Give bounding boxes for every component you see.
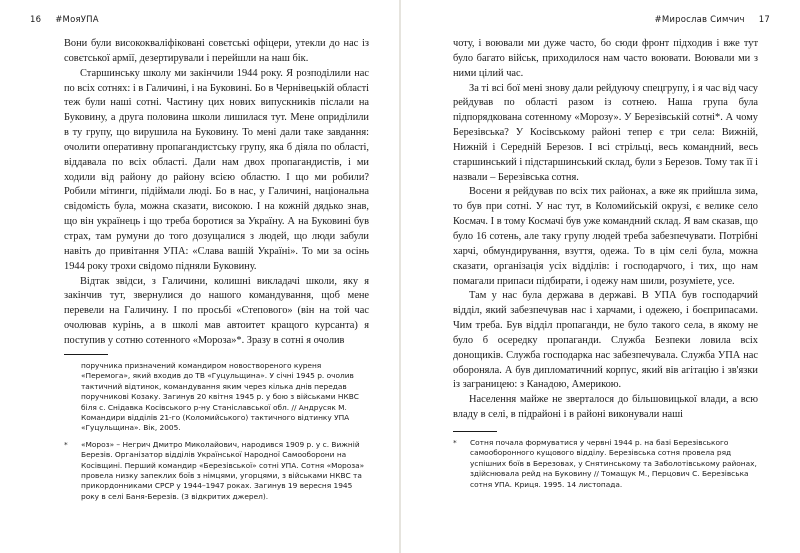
footnote (64, 361, 369, 434)
paragraph: Вони були висококваліфіковані совєтські офіцери, утекли до нас із совєтської армії, дезертирували і перейшли на наш бік. (64, 38, 369, 64)
right-footnotes (453, 438, 758, 496)
running-head-right (655, 15, 770, 25)
paragraph: Відтак звідси, з Галичини, колишні викладачі школи, яку я закінчив тут, звернулися до нашого командування, щоб мене перевели на Галичину. І по просьбі «Степового» (він на той час очолював курінь, а в школі мав автоитет кращого курсанта) я поступив у сотню сотенного «Мороза»*. Зразу в сотні я очолив (64, 275, 369, 346)
running-head-left (30, 15, 99, 25)
right-body-text (453, 37, 758, 423)
paragraph: чоту, і воювали ми дуже часто, бо сюди фронт підходив і вже тут було багато військ, приходилося нам часто воювати. Воювали ми з ними цілий час. (453, 38, 758, 79)
footnote-text: поручника призначений командиром новоствореного куреня «Перемога», який входив до ТВ «Гуцульщина». У січні 1945 р. очолив тактичний відтинок, командування яким через кілька днів передав поручникові Козаку. Загинув 20 квітня 1945 р. у бою з військами НКВС біля с. Снідавка Косівського р-ну Станіславської обл. // Андрусяк М. Командири відділів 21-го (Коломийського) тактичного відтинку УПА «Гуцульщина». Вік, 2005. (81, 361, 359, 433)
paragraph: Там у нас була держава в державі. В УПА був господарчий відділ, який забезпечував нас і харчами, і одежею, і боєприпасами. Чим треба. Був відділ пропаганди, не було такого села, в якому не було б осередку пропаганди. Служба Безпеки ловила всіх донощиків. Служба господарка нас забезпечувала. Служба УПА нас обороняла. А був дипломатичний корпус, який вів агітацію і зв'язки із заграницею: з Канадою, Америкою. (453, 290, 758, 391)
running-head-left-text: #МояУПА (55, 15, 99, 25)
left-body-text (64, 37, 369, 349)
left-footnotes (64, 361, 369, 508)
paragraph: Восени я рейдував по всіх тих районах, а вже як прийшла зима, то був при сотні. У нас тут, в Коломийській окрузі, є велике село Космач. І в тому Космачі був уже командний склад. Я вам сказав, що було 16 сотень, але таку групу людей треба забезпечувати. Потрібні харчі, обмундирування, взуття, одежа. То в цім селі була, можна сказати, організація усіх відділів: і господарчого, і тих, що нам помагали припаси підбирати, і одежу нам шили, розуміете, усе. (453, 186, 758, 287)
paragraph: За ті всі бої мені знову дали рейдуючу спецгрупу, і я час від часу рейдував по області разом із сотнею. Наша група була підпорядкована сотенному «Морозу». У Березівській сотні*. А чому Березівська? У Косівському районі тепер є три села: Вижній, Нижній і Середній Березов. І всі стрільці, весь командний, весь старшинський і підстаршинський склад, були з Березов. Тому так її і назвали – Березівська сотня. (453, 82, 758, 183)
footnote-rule-right (453, 431, 497, 432)
footnote-mark: * (453, 438, 457, 447)
footnote-rule-left (64, 354, 108, 355)
footnote (453, 438, 758, 490)
running-head-right-text: #Мирослав Симчич (654, 15, 745, 25)
left-page (0, 0, 399, 553)
paragraph: Населення майже не зверталося до більшовицької влади, а всю владу в селі, в підрайоні і в районі виконували наші (453, 394, 758, 421)
page-number-right: 17 (758, 15, 770, 25)
footnote-text: «Мороз» – Негрич Дмитро Миколайович, народився 1909 р. у с. Вижній Березів. Організатор відділів Української Народної Самооборони на Косівщині. Перший командир «Березівської» сотні УПА. Сотня «Мороза» провела низку запеклих боїв з німцями, угорцями, з військами НКВС та прикордонниками СРСР у 1944–1947 роках. Загинув 19 вересня 1945 року в селі Баня-Березів. (З відкритих джерел). (81, 439, 365, 501)
right-page (401, 0, 800, 553)
footnote-mark: * (64, 439, 68, 449)
footnote (64, 440, 369, 502)
page-number-left: 16 (30, 15, 42, 25)
footnote-text: Сотня почала формуватися у червні 1944 р. на базі Березівського самооборонного кущового відділу. Березівська сотня провела ряд успішних боїв в Березовах, у Снятинському та Заболотівському районах, здійснювала рейд на Буковину // Томащук М., Перцович С. Березівська сотня УПА. Криця. 1995. 14 листопада. (470, 438, 757, 489)
paragraph: Старшинську школу ми закінчили 1944 року. Я розподілили нас по всіх сотнях: і в Галичині, і на Буковині. Бо в Чернівецькій області теж були наші сотні. Частину цих нових випускників післали на Буковину, а друга половина школи лишилася тут. Мене оприділили в ту групу, що вирушила на Буковину. То мені дали таке завдання: очолити оперативну пропагандистську групу, яка б діяла по області, віддавала по всіх області. Дали нам двох пропагандистів, і ми ходили від району до району всією областю. І що ми робили? Робили мітинги, підіймали люді. Бо в нас, у Галичині, національна свідомість була, можна сказати, високою. І на кожній дядько знав, що він українець і що треба боротися за Україну. А на Буковині був страх, там румуни до того дозущалися з людей, що люди забули навіть до привітання УПА: «Слава вашій Україні». То ми за осінь 1944 року трохи свідомо підняли Буковину. (64, 67, 369, 272)
